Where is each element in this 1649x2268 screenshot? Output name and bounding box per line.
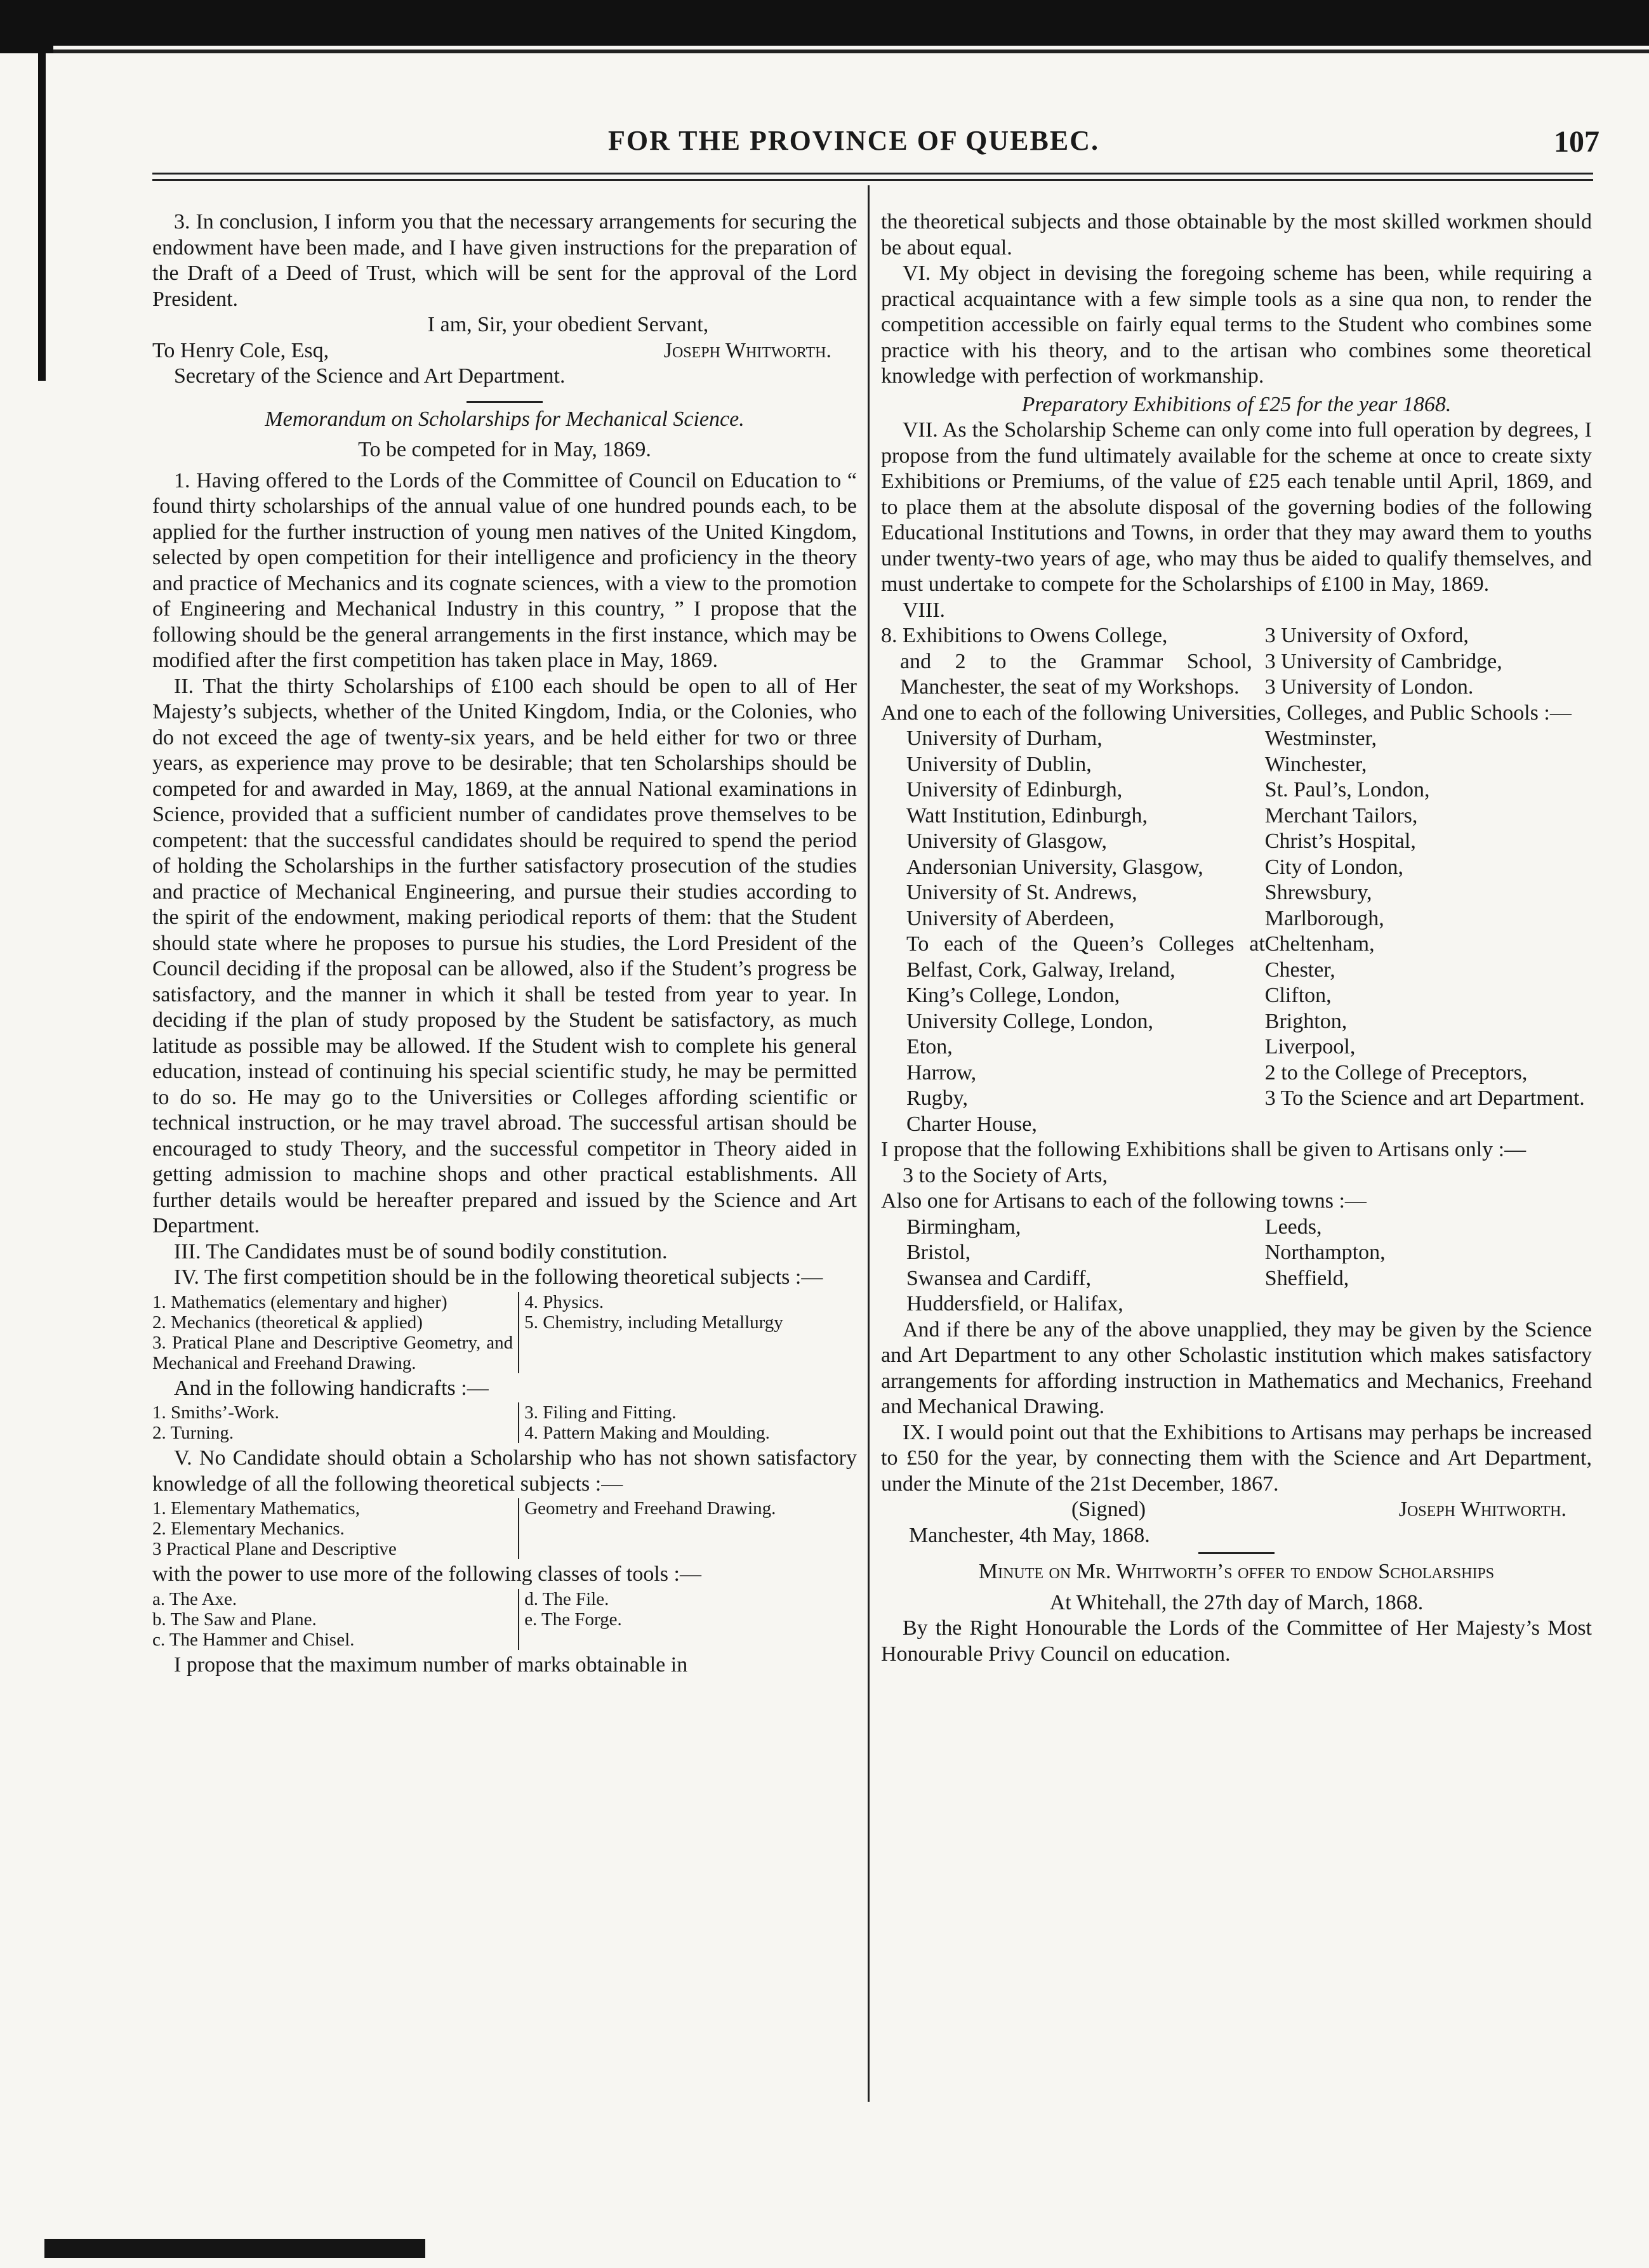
required-subject: 1. Elementary Mathematics,: [152, 1498, 360, 1519]
exhibition-item: and 2 to the Grammar School, Manchester, the seat of my Workshops.: [900, 649, 1252, 699]
institution-item: 2 to the College of Preceptors,: [1264, 1060, 1528, 1085]
memorandum-subtitle: To be competed for in May, 1869.: [358, 438, 651, 461]
subject-item: 1. Mathematics (elementary and higher): [152, 1291, 447, 1312]
left-column: [152, 209, 857, 1678]
paragraph-unapplied: And if there be any of the above unapplied, they may be given by the Science and Art Department to any other Scholastic institution which makes satisfactory arrangements for affording instruction in Mathematics and Mechanics, Freehand and Mechanical Drawing.: [881, 1317, 1592, 1418]
town-item: Huddersfield, or Halifax,: [906, 1292, 1123, 1315]
institution-item: Harrow,: [906, 1060, 977, 1085]
institution-item: Eton,: [906, 1035, 953, 1058]
tools-intro: with the power to use more of the following classes of tools :—: [152, 1562, 701, 1586]
tool-item: d. The File.: [524, 1588, 609, 1609]
paragraph-2: II. That the thirty Scholarships of £100 each should be open to all of Her Majesty’s subjects, whether of the United Kingdom, India, or the Colonies, who do not exceed the age of twenty-six years, and be held either for two or three years, as experience may prove to be desirable; that ten Scholarships should be competed for and awarded in May, 1869, at the annual National examinations in Science, provided that a sufficient number of candidates prove themselves to be competent: that the successful candidates should be required to spend the period of holding the Scholarships in the further satisfactory prosecution of the studies and practice of Mechanical Engineering, and pursue their studies according to the spirit of the endowment, making periodical reports of them: that the Student should state where he proposes to pursue his studies, the Lord President of the Council deciding if the proposal can be allowed, also if the Student’s progress be satisfactory, and the manner in which it shall be tested from year to year. In deciding if the plan of study proposed by the Student be satisfactory, as much latitude as possible may be allowed. If the Student wish to complete his general education, instead of continuing his special scientific study, he may be permitted to do so. He may go to the Universities or Colleges affording scientific or technical instruction, or he may travel abroad. The successful artisan should be encouraged to study Theory, and the successful competitor in Theory aided in getting admission to machine shops and other practical establishments. All further details would be hereafter prepared and issued by the Science and Art Department.: [152, 674, 857, 1237]
institution-item: Marlborough,: [1264, 906, 1384, 930]
header-rule-bottom: [152, 179, 1593, 181]
paragraph-marks: I propose that the maximum number of marks obtainable in: [174, 1652, 688, 1677]
institutions-table: [881, 726, 1592, 1137]
required-subject: 3 Practical Plane and Descriptive: [152, 1539, 397, 1559]
scan-edge-bar-bottom: [44, 2239, 425, 2258]
exhibition-item: 3 University of Cambridge,: [1264, 649, 1502, 673]
towns-table: [881, 1215, 1592, 1317]
town-item: Swansea and Cardiff,: [906, 1266, 1092, 1290]
subjects-table: [152, 1292, 857, 1373]
paragraph-5: V. No Candidate should obtain a Scholarship who has not shown satisfactory knowledge of all the following theoretical subjects :—: [152, 1446, 857, 1496]
separator-2: [1198, 1552, 1275, 1554]
required-subject: 2. Elementary Mechanics.: [152, 1519, 345, 1539]
towns-intro: Also one for Artisans to each of the following towns :—: [881, 1189, 1367, 1213]
institution-item: Clifton,: [1264, 984, 1332, 1007]
institution-item: University of St. Andrews,: [906, 881, 1137, 904]
minute-place: At Whitehall, the 27th day of March, 1868.: [1049, 1590, 1424, 1614]
paragraph-conclusion: 3. In conclusion, I inform you that the necessary arrangements for securing the endowment have been made, and I have given instructions for the preparation of the Draft of a Deed of Trust, which will be sent for the approval of the Lord President.: [152, 210, 857, 311]
handicraft-item: 3. Filing and Fitting.: [524, 1402, 677, 1423]
header-rule-top: [152, 173, 1593, 175]
institution-item: Shrewsbury,: [1264, 881, 1372, 904]
signer-name-2: Joseph Whitworth.: [1398, 1498, 1566, 1521]
subject-item: 4. Physics.: [524, 1291, 604, 1312]
institution-item: Christ’s Hospital,: [1264, 829, 1416, 853]
page-header: [108, 124, 1599, 162]
paragraph-9: IX. I would point out that the Exhibitions to Artisans may perhaps be increased to £50 for the year, by connecting them with the Science and Art Department, under the Minute of the 21st December, 1867.: [881, 1420, 1592, 1496]
preparatory-title: Preparatory Exhibitions of £25 for the year 1868.: [1021, 392, 1452, 416]
paragraph-4: IV. The first competition should be in the following theoretical subjects :—: [174, 1265, 823, 1289]
town-item: Bristol,: [906, 1241, 971, 1264]
required-subjects-table: [152, 1498, 857, 1559]
exhibitions-table: [881, 623, 1592, 701]
institution-item: Brighton,: [1264, 1009, 1348, 1033]
institution-item: Merchant Tailors,: [1264, 803, 1418, 827]
institution-item: University of Glasgow,: [906, 829, 1108, 853]
handicraft-item: 1. Smiths’-Work.: [152, 1402, 279, 1423]
handicrafts-table: [152, 1402, 857, 1443]
institution-item: Liverpool,: [1264, 1035, 1356, 1058]
institution-item: University of Aberdeen,: [906, 906, 1115, 930]
artisans-intro: I propose that the following Exhibitions shall be given to Artisans only :—: [881, 1138, 1526, 1161]
subject-item: 5. Chemistry, including Metallurgy: [524, 1312, 783, 1333]
addressee-title: Secretary of the Science and Art Department.: [174, 364, 566, 388]
scan-edge-bar-left: [38, 25, 46, 381]
tool-item: a. The Axe.: [152, 1588, 237, 1609]
institution-item: St. Paul’s, London,: [1264, 778, 1430, 801]
exhibition-item: 3 University of London.: [1264, 675, 1474, 699]
closing-line: I am, Sir, your obedient Servant,: [427, 313, 709, 336]
institution-item: King’s College, London,: [906, 984, 1120, 1007]
scan-edge-bar-top: [0, 0, 1649, 46]
memorandum-title: Memorandum on Scholarships for Mechanical Science.: [265, 407, 745, 431]
institution-item: University of Durham,: [906, 727, 1103, 750]
column-divider: [868, 185, 870, 2102]
paragraph-8-label: VIII.: [903, 598, 946, 622]
separator: [467, 401, 543, 403]
exhibition-item: 3 University of Oxford,: [1264, 624, 1469, 647]
addressee: To Henry Cole, Esq,: [152, 338, 329, 362]
institutions-intro: And one to each of the following Universities, Colleges, and Public Schools :—: [881, 701, 1572, 725]
signature-row: [152, 338, 857, 364]
tool-item: b. The Saw and Plane.: [152, 1609, 317, 1630]
minute-title: Minute on Mr. Whitworth’s offer to endow Scholarships: [978, 1560, 1495, 1583]
place-date: Manchester, 4th May, 1868.: [909, 1523, 1150, 1547]
paragraph-3: III. The Candidates must be of sound bodily constitution.: [174, 1239, 668, 1263]
institution-item: Winchester,: [1264, 752, 1367, 776]
institution-item: Chester,: [1264, 958, 1335, 982]
handicrafts-intro: And in the following handicrafts :—: [174, 1376, 489, 1400]
page-number: 107: [1554, 125, 1599, 159]
handicraft-item: 2. Turning.: [152, 1423, 234, 1443]
institution-item: University of Dublin,: [906, 752, 1092, 776]
institution-item: Andersonian University, Glasgow,: [906, 855, 1203, 879]
institution-item: To each of the Queen’s Colleges at Belfast, Cork, Galway, Ireland,: [906, 932, 1265, 982]
exhibition-item: 8. Exhibitions to Owens College,: [881, 624, 1168, 647]
paragraph-6: VI. My object in devising the foregoing scheme has been, while requiring a practical acquaintance with a few simple tools as a sine qua non, to render the competition accessible on fairly equal terms to the Student who combines some practice with his theory, and to the artisan who combines some theoretical knowledge with perfection of workmanship.: [881, 261, 1592, 388]
signer-name: Joseph Whitworth.: [663, 338, 831, 362]
institution-item: Watt Institution, Edinburgh,: [906, 803, 1148, 827]
paragraph-1: 1. Having offered to the Lords of the Committee of Council on Education to “ found thirty scholarships of the annual value of one hundred pounds each, to be applied for the further instruction of young men natives of the United Kingdom, selected by open competition for their intelligence and proficiency in the theory and practice of Mechanics and its cognate sciences, with a view to the promotion of Engineering and Mechanical Industry in this country, ” I propose that the following should be the general arrangements in the first instance, which may be modified after the first competition has taken place in May, 1869.: [152, 468, 857, 672]
paragraph-7: VII. As the Scholarship Scheme can only come into full operation by degrees, I propose from the fund ultimately available for the scheme at once to create sixty Exhibitions or Premiums, of the value of £25 each tenable until April, 1869, and to place them at the absolute disposal of the governing bodies of the following Educational Institutions and Towns, in order that they may award them to youths under twenty-two years of age, who may thus be aided to qualify themselves, and must undertake to compete for the Scholarships of £100 in May, 1869.: [881, 418, 1592, 596]
signed-row: [881, 1497, 1592, 1523]
minute-text: By the Right Honourable the Lords of the Committee of Her Majesty’s Most Honourable Privy Council on education.: [881, 1616, 1592, 1666]
handicraft-item: 4. Pattern Making and Moulding.: [524, 1423, 770, 1443]
right-column: [881, 209, 1592, 1667]
town-item: Sheffield,: [1264, 1266, 1349, 1290]
paragraph-continued: the theoretical subjects and those obtainable by the most skilled workmen should be about equal.: [881, 210, 1592, 260]
institution-item: 3 To the Science and art Department.: [1264, 1086, 1585, 1110]
institution-item: Westminster,: [1264, 727, 1377, 750]
running-title: FOR THE PROVINCE OF QUEBEC.: [608, 125, 1099, 156]
town-item: Northampton,: [1264, 1241, 1386, 1264]
institution-item: Charter House,: [906, 1112, 1037, 1136]
required-subject: Geometry and Freehand Drawing.: [524, 1498, 776, 1519]
town-item: Leeds,: [1264, 1215, 1322, 1239]
institution-item: Cheltenham,: [1264, 932, 1375, 956]
town-item: Birmingham,: [906, 1215, 1021, 1239]
signed-label: (Signed): [1071, 1498, 1146, 1521]
institution-item: Rugby,: [906, 1086, 968, 1110]
tool-item: c. The Hammer and Chisel.: [152, 1629, 355, 1650]
institution-item: City of London,: [1264, 855, 1403, 879]
tool-item: e. The Forge.: [524, 1609, 622, 1630]
institution-item: University of Edinburgh,: [906, 778, 1123, 801]
subject-item: 3. Pratical Plane and Descriptive Geometry, and Mechanical and Freehand Drawing.: [152, 1332, 513, 1373]
tools-table: [152, 1589, 857, 1650]
scan-edge-rule: [0, 49, 1649, 53]
society-of-arts: 3 to the Society of Arts,: [903, 1163, 1108, 1187]
subject-item: 2. Mechanics (theoretical & applied): [152, 1312, 423, 1333]
institution-item: University College, London,: [906, 1009, 1154, 1033]
